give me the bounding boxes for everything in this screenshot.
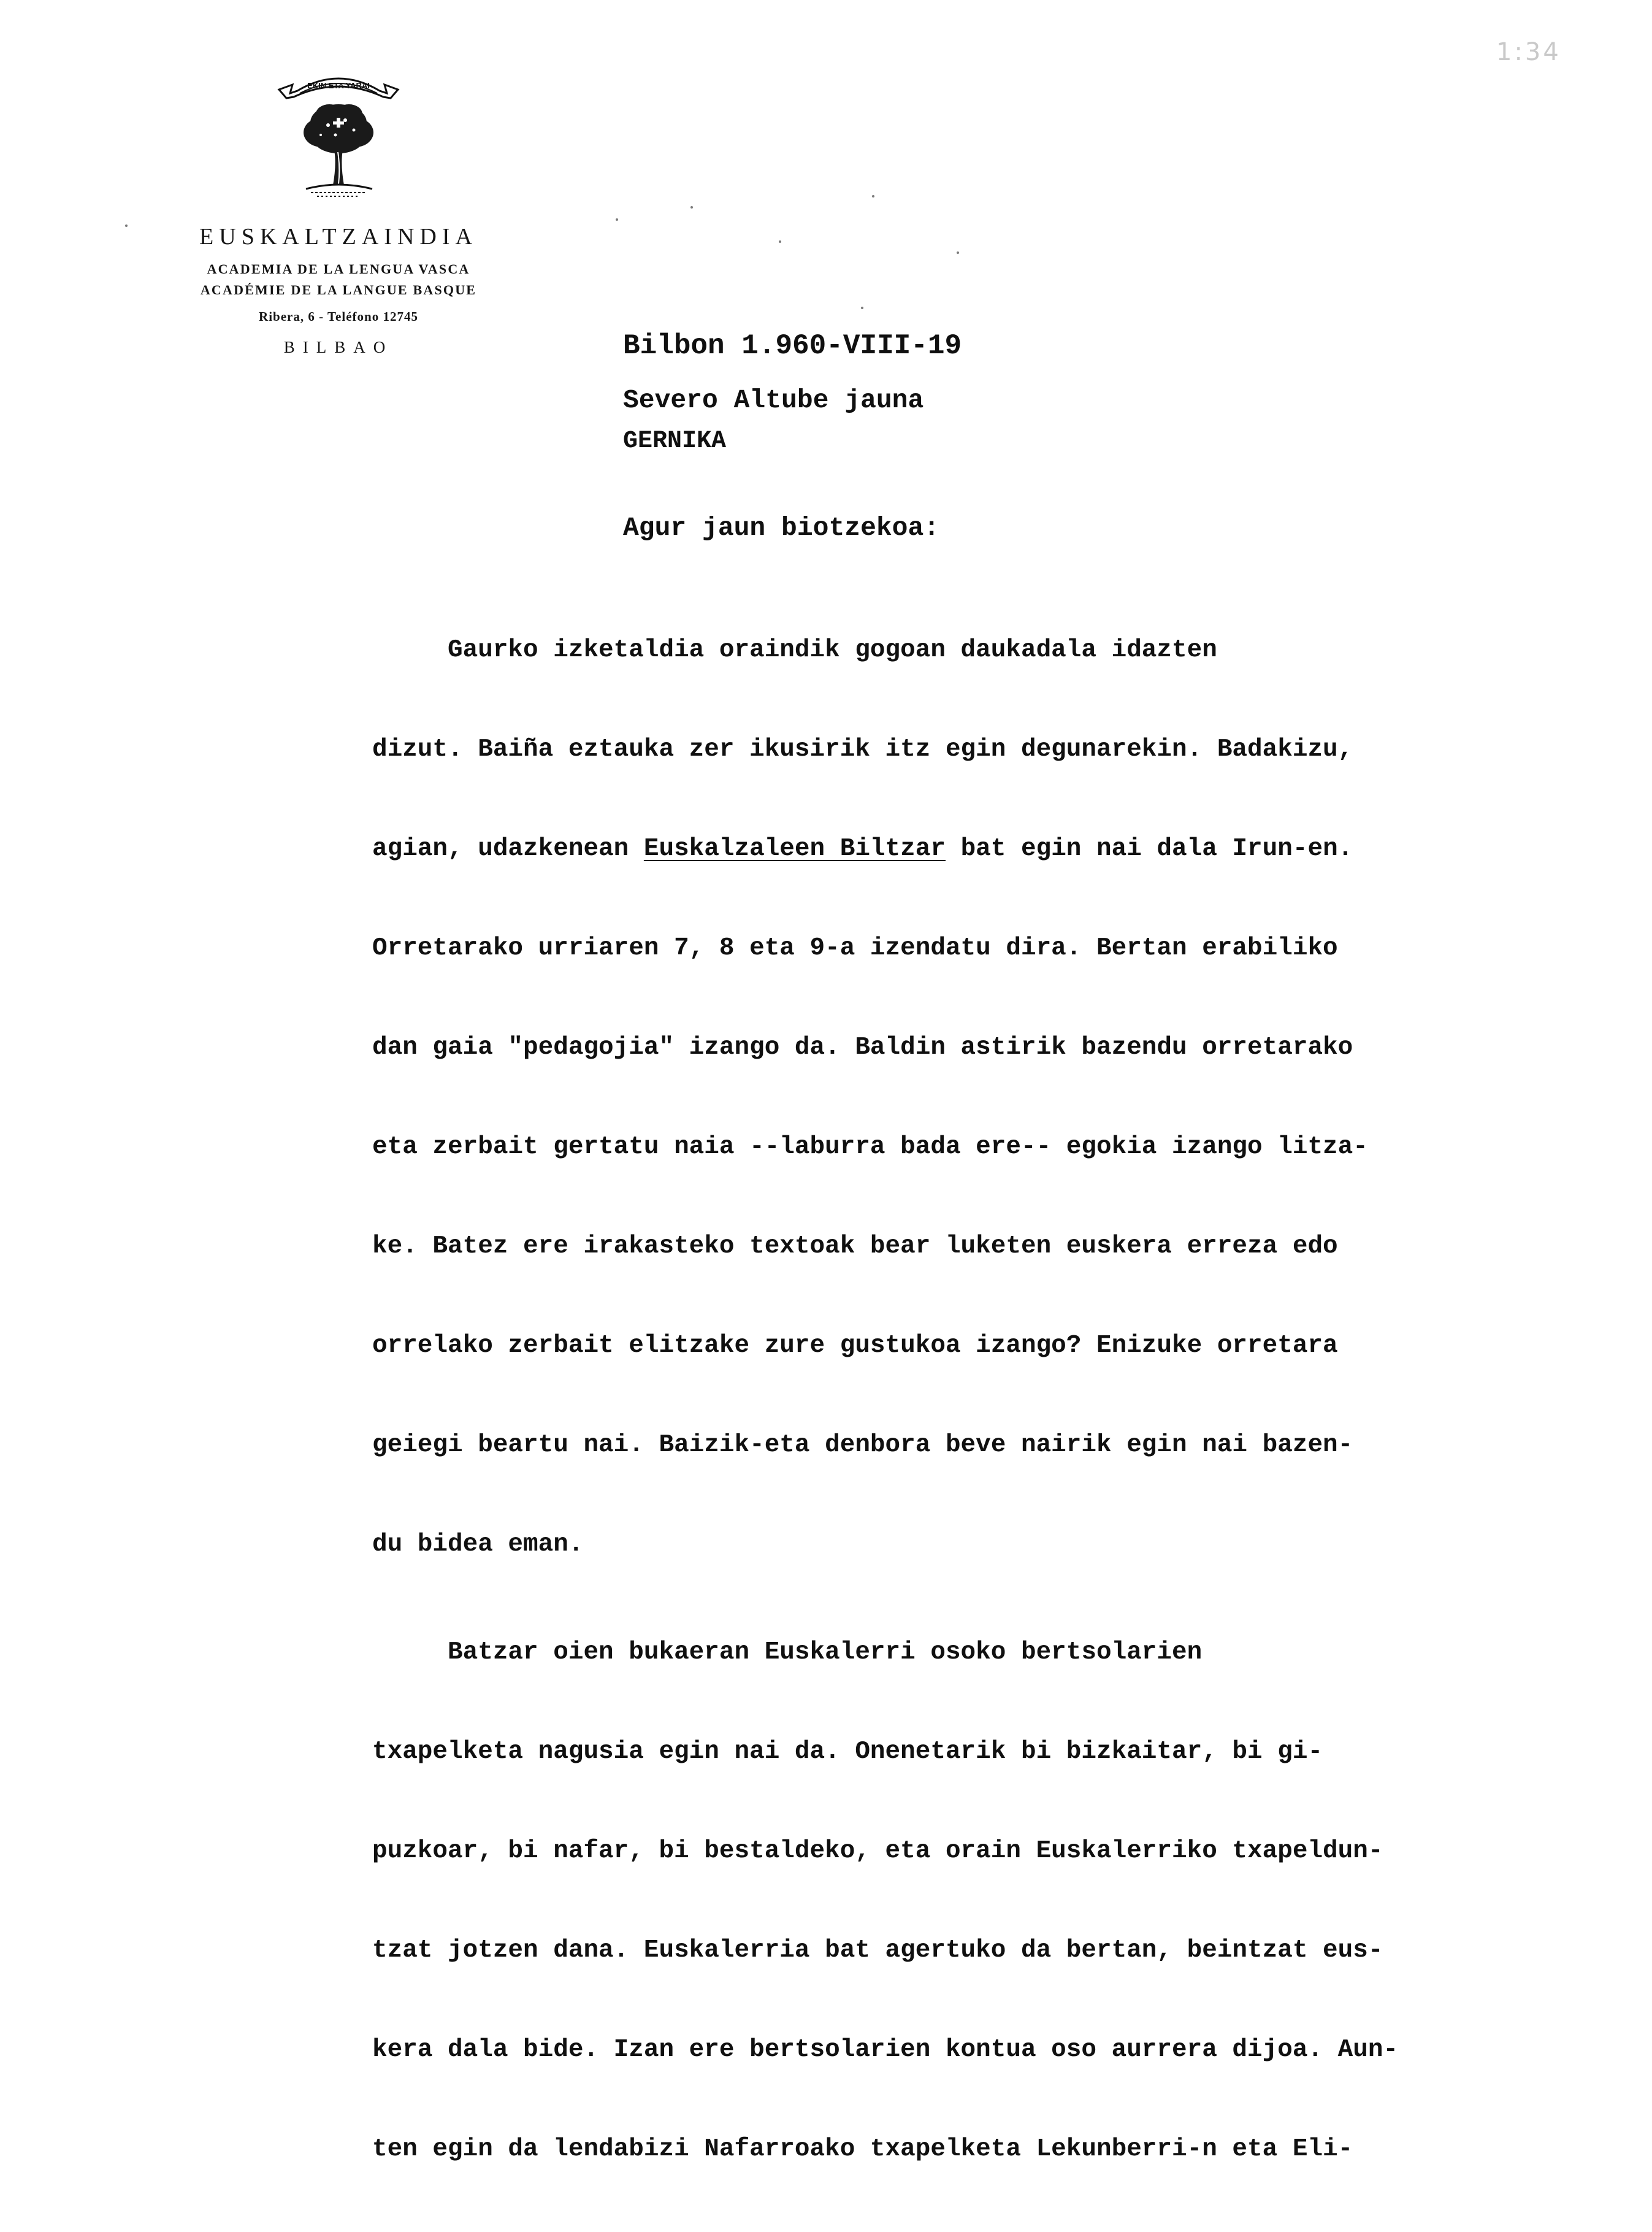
org-city: BILBAO <box>283 338 394 356</box>
org-name: EUSKALTZAINDIA <box>199 224 478 250</box>
body-line: Batzar oien bukaeran Euskalerri osoko bertsolarien <box>372 1638 1203 1666</box>
body-line: Gaurko izketaldia oraindik gogoan daukadala idazten <box>372 636 1217 664</box>
org-address: Ribera, 6 - Teléfono 12745 <box>259 309 418 324</box>
scan-speck <box>872 195 874 198</box>
body-line: Orretarako urriaren 7, 8 eta 9-a izendatu dira. Bertan erabiliko <box>372 934 1338 962</box>
letter-body <box>372 567 1611 2232</box>
scan-speck <box>957 251 959 254</box>
body-line: tzat jotzen dana. Euskalerria bat agertuko da bertan, beintzat eus- <box>372 1936 1383 1965</box>
scan-speck <box>861 307 863 309</box>
scan-speck <box>690 206 693 209</box>
letterhead <box>161 66 516 357</box>
body-line: dizut. Baiña eztauka zer ikusirik itz egin degunarekin. Badakizu, <box>372 735 1353 764</box>
org-subtitle-french: ACADÉMIE DE LA LANGUE BASQUE <box>200 282 477 297</box>
body-line <box>372 832 1611 865</box>
salutation: Agur jaun biotzekoa: <box>623 513 940 543</box>
body-line: puzkoar, bi nafar, bi bestaldeko, eta orain Euskalerriko txapeldun- <box>372 1837 1383 1865</box>
underlined-event-name: Euskalzaleen Biltzar <box>643 835 946 863</box>
body-line: txapelketa nagusia egin nai da. Onenetarik bi bizkaitar, bi gi- <box>372 1738 1323 1766</box>
body-line: ten egin da lendabizi Nafarroako txapelketa Lekunberri-n eta Eli- <box>372 2135 1353 2163</box>
archive-pencil-mark: 1:34 <box>1496 38 1561 66</box>
letter-date: Bilbon 1.960-VIII-19 <box>623 330 962 362</box>
scan-speck <box>125 224 128 227</box>
body-line: orrelako zerbait elitzake zure gustukoa izango? Enizuke orretara <box>372 1332 1338 1360</box>
body-line: ke. Batez ere irakasteko textoak bear luketen euskera erreza edo <box>372 1232 1338 1260</box>
body-line: eta zerbait gertatu naia --laburra bada ere-- egokia izango litza- <box>372 1133 1368 1161</box>
org-subtitle-spanish: ACADEMIA DE LA LENGUA VASCA <box>207 261 470 277</box>
body-line: geiegi beartu nai. Baizik-eta denbora beve nairik egin nai bazen- <box>372 1431 1353 1459</box>
body-line: dan gaia "pedagojia" izango da. Baldin astirik bazendu orretarako <box>372 1034 1353 1062</box>
oak-tree-logo-icon <box>268 66 409 207</box>
body-line-start: agian, udazkenean <box>372 835 644 863</box>
body-line: kera dala bide. Izan ere bertsolarien kontua oso aurrera dijoa. Aun- <box>372 2036 1399 2064</box>
scan-speck <box>616 218 618 221</box>
logo-motto: EKIN ETA YARAI <box>307 81 370 90</box>
body-line: du bidea eman. <box>372 1530 584 1559</box>
recipient-place: GERNIKA <box>623 428 727 455</box>
body-line-end: bat egin nai dala Irun-en. <box>945 835 1353 863</box>
scan-speck <box>779 240 781 243</box>
recipient-name: Severo Altube jauna <box>623 385 924 415</box>
